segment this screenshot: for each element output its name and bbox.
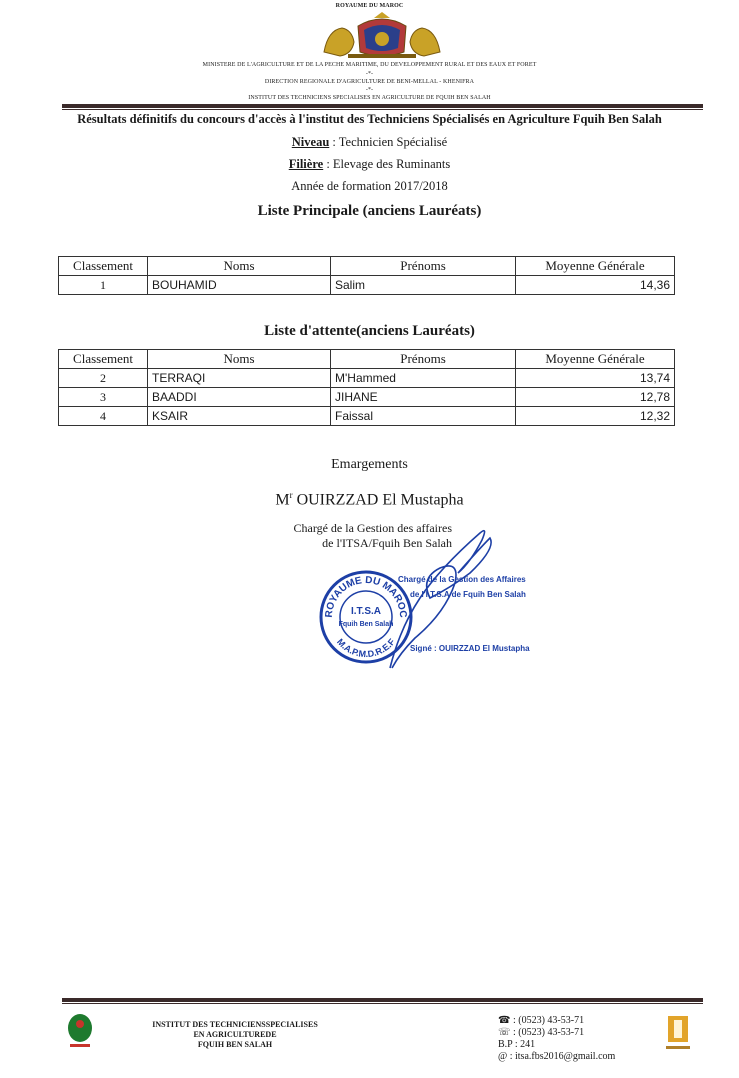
table-row bbox=[59, 276, 675, 295]
prenom-cell: Salim bbox=[331, 276, 516, 295]
blue-role-line-2: de l'I.T.S.A de Fquih Ben Salah bbox=[410, 590, 526, 599]
phone-number: : (0523) 43-53-71 bbox=[512, 1015, 585, 1026]
rank-cell: 2 bbox=[59, 369, 148, 388]
col-prenoms: Prénoms bbox=[331, 257, 516, 276]
col-noms: Noms bbox=[148, 257, 331, 276]
col-moyenne: Moyenne Générale bbox=[516, 350, 675, 369]
footer-rule-thin bbox=[62, 1003, 703, 1004]
at-icon: @ bbox=[498, 1051, 508, 1062]
header-rule bbox=[62, 104, 703, 108]
role-line-1: Chargé de la Gestion des affaires bbox=[293, 521, 452, 535]
filiere-label: Filière bbox=[288, 157, 324, 171]
ministry-label: MINISTERE DE L'AGRICULTURE ET DE LA PECHE MARITIME, DU DEVELOPPEMENT RURAL ET DES EAUX ET FORET bbox=[202, 62, 537, 68]
prenom-cell: M'Hammed bbox=[331, 369, 516, 388]
table-row bbox=[59, 369, 675, 388]
bp-line: B.P : 241 bbox=[498, 1039, 536, 1050]
blue-signed: Signé : OUIRZZAD El Mustapha bbox=[410, 644, 530, 653]
kingdom-label: ROYAUME DU MAROC bbox=[335, 3, 404, 9]
niveau-line bbox=[0, 135, 739, 150]
agriculture-logo bbox=[664, 1012, 692, 1054]
moyenne-cell: 12,32 bbox=[516, 407, 675, 426]
rank-cell: 1 bbox=[59, 276, 148, 295]
header-rule-thin bbox=[62, 109, 703, 110]
institute-logo bbox=[64, 1012, 96, 1052]
phone-line bbox=[498, 1015, 615, 1027]
table-row bbox=[59, 407, 675, 426]
stamp-center-1: I.T.S.A bbox=[350, 606, 382, 617]
prenom-cell: JIHANE bbox=[331, 388, 516, 407]
principal-heading: Liste Principale (anciens Lauréats) bbox=[257, 203, 482, 219]
phone-icon: ☎ bbox=[498, 1015, 511, 1026]
name-prefix: M bbox=[275, 491, 290, 509]
blue-role-line-1: Chargé de la Gestion des Affaires bbox=[398, 575, 526, 584]
table-header-row bbox=[59, 257, 675, 276]
attente-heading: Liste d'attente(anciens Lauréats) bbox=[264, 323, 475, 339]
principal-table bbox=[58, 256, 675, 295]
col-classement: Classement bbox=[59, 350, 148, 369]
institute-label: INSTITUT DES TECHNICIENS SPECIALISES EN AGRICULTURE DE FQUIH BEN SALAH bbox=[248, 95, 491, 101]
niveau-label: Niveau bbox=[291, 135, 330, 149]
stamp-center-2: Fquih Ben Salah bbox=[338, 621, 394, 628]
footer-line-3: FQUIH BEN SALAH bbox=[197, 1040, 273, 1049]
moyenne-cell: 13,74 bbox=[516, 369, 675, 388]
moyenne-cell: 12,78 bbox=[516, 388, 675, 407]
role-line-2: de l'ITSA/Fquih Ben Salah bbox=[322, 536, 452, 550]
col-moyenne: Moyenne Générale bbox=[516, 257, 675, 276]
table-header-row bbox=[59, 350, 675, 369]
niveau-value: : Technicien Spécialisé bbox=[329, 135, 448, 149]
prenom-cell: Faissal bbox=[331, 407, 516, 426]
nom-cell: BOUHAMID bbox=[148, 276, 331, 295]
attente-table bbox=[58, 349, 675, 426]
moyenne-cell: 14,36 bbox=[516, 276, 675, 295]
stamp-ring-text: ROYAUME DU MAROC bbox=[323, 574, 409, 619]
col-noms: Noms bbox=[148, 350, 331, 369]
email-line bbox=[498, 1051, 615, 1063]
footer-contact bbox=[498, 1015, 615, 1063]
footer-institute bbox=[140, 1020, 330, 1050]
signatory-name bbox=[0, 490, 739, 509]
separator-1: -*- bbox=[365, 71, 374, 77]
footer-line-2: EN AGRICULTUREDE bbox=[193, 1030, 277, 1039]
footer-rule bbox=[62, 998, 703, 1002]
footer-line-1: INSTITUT DES TECHNICIENSSPECIALISES bbox=[152, 1020, 318, 1029]
stamp-bottom-text: M.A.P.M.D.R.E.F bbox=[335, 636, 397, 660]
nom-cell: TERRAQI bbox=[148, 369, 331, 388]
document-title: Résultats définitifs du concours d'accès à l'institut des Techniciens Spécialisés en Agriculture Fquih Ben Salah bbox=[77, 112, 662, 126]
filiere-line bbox=[0, 157, 739, 172]
nom-cell: KSAIR bbox=[148, 407, 331, 426]
separator-2: -*- bbox=[365, 87, 374, 93]
col-prenoms: Prénoms bbox=[331, 350, 516, 369]
filiere-value: : Elevage des Ruminants bbox=[323, 157, 451, 171]
annee-formation: Année de formation 2017/2018 bbox=[291, 179, 448, 193]
emargements-label: Emargements bbox=[331, 457, 408, 472]
table-row bbox=[59, 388, 675, 407]
name-sup: r bbox=[289, 490, 293, 500]
fax-number: : (0523) 43-53-71 bbox=[513, 1027, 585, 1038]
rank-cell: 4 bbox=[59, 407, 148, 426]
nom-cell: BAADDI bbox=[148, 388, 331, 407]
rank-cell: 3 bbox=[59, 388, 148, 407]
coat-of-arms-emblem bbox=[318, 12, 446, 60]
col-classement: Classement bbox=[59, 257, 148, 276]
email-address: : itsa.fbs2016@gmail.com bbox=[509, 1051, 616, 1062]
name-text: OUIRZZAD El Mustapha bbox=[292, 491, 464, 509]
direction-label: DIRECTION REGIONALE D'AGRICULTURE DE BENI-MELLAL - KHENIFRA bbox=[264, 79, 475, 85]
fax-line bbox=[498, 1027, 615, 1039]
fax-icon: ☏ bbox=[498, 1027, 511, 1038]
